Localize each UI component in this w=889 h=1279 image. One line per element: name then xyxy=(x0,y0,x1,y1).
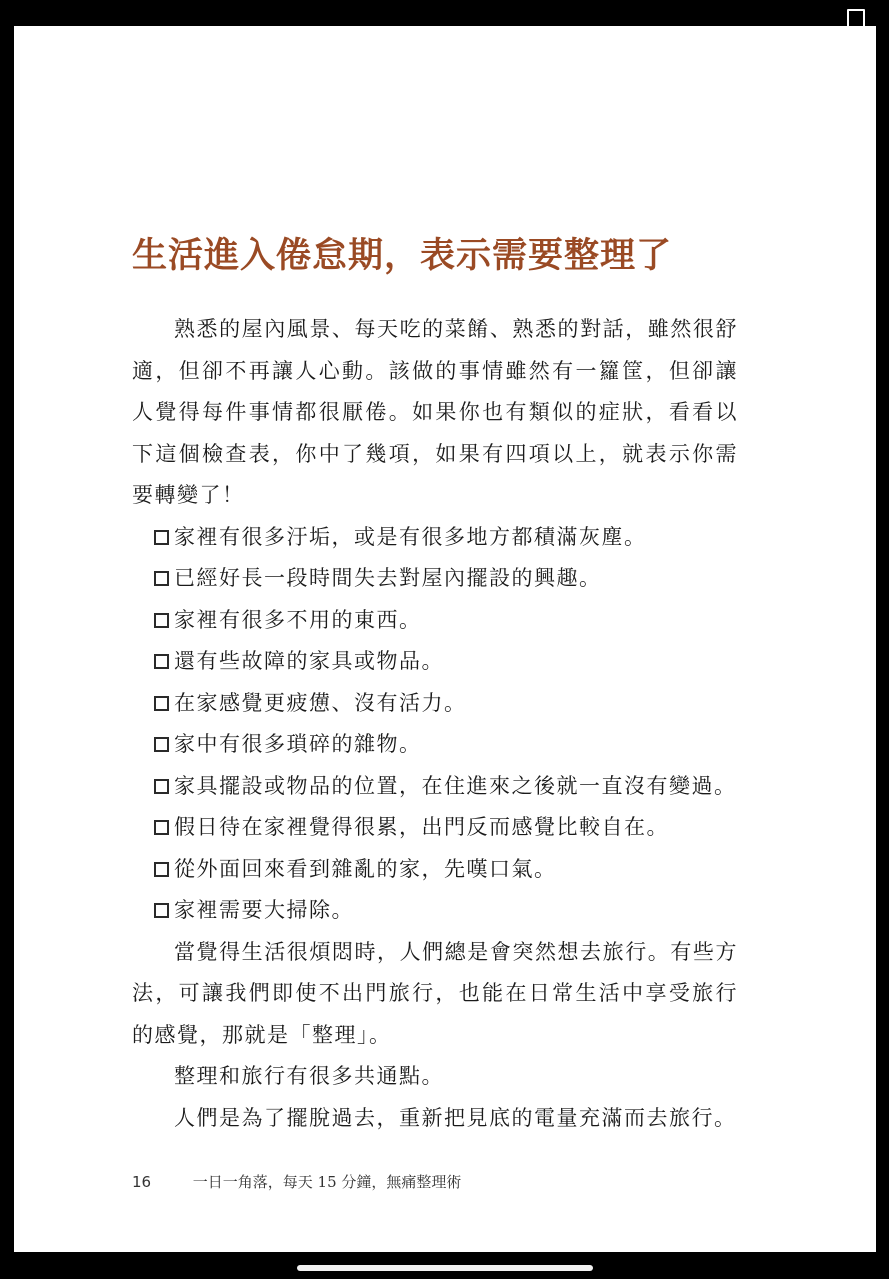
checklist-item xyxy=(132,558,738,600)
checklist-item xyxy=(132,724,738,766)
checklist-item xyxy=(132,890,738,932)
checklist-item xyxy=(132,517,738,559)
checklist-item-text: 已經好長一段時間失去對屋內擺設的興趣。 xyxy=(174,566,602,590)
checklist-item-text: 家裡有很多汙垢，或是有很多地方都積滿灰塵。 xyxy=(174,524,647,549)
checklist-item-text: 家中有很多瑣碎的雜物。 xyxy=(174,732,422,756)
checklist-item-text: 從外面回來看到雜亂的家，先嘆口氣。 xyxy=(174,856,557,881)
checklist-item-text: 還有些故障的家具或物品。 xyxy=(174,649,444,673)
checklist-item xyxy=(132,807,738,849)
home-indicator[interactable] xyxy=(297,1265,593,1271)
checklist-item xyxy=(132,766,738,808)
intro-paragraph: 熟悉的屋內風景、每天吃的菜餚、熟悉的對話，雖然很舒適，但卻不再讓人心動。該做的事情雖然有一籮筐，但卻讓人覺得每件事情都很厭倦。如果你也有類似的症狀，看看以下這個檢查表，你中了幾項，如果有四項以上，就表示你需要轉變了！ xyxy=(132,317,738,507)
reason-paragraph: 人們是為了擺脫過去，重新把見底的電量充滿而去旅行。 xyxy=(174,1105,737,1130)
bookmark-button[interactable] xyxy=(845,8,867,38)
checkbox-icon[interactable] xyxy=(154,613,169,628)
checkbox-icon[interactable] xyxy=(154,903,169,918)
page-number: 16 xyxy=(132,1173,152,1191)
book-page[interactable] xyxy=(14,26,876,1252)
checklist-item-text: 假日待在家裡覺得很累，出門反而感覺比較自在。 xyxy=(174,815,669,839)
checklist-item-text: 家裡有很多不用的東西。 xyxy=(174,607,422,632)
common-points-paragraph: 整理和旅行有很多共通點。 xyxy=(174,1064,444,1088)
bookmark-icon xyxy=(846,8,866,36)
checkbox-icon[interactable] xyxy=(154,654,169,669)
checklist-item xyxy=(132,641,738,683)
checklist-item xyxy=(132,849,738,891)
checkbox-icon[interactable] xyxy=(154,820,169,835)
travel-paragraph: 當覺得生活很煩悶時，人們總是會突然想去旅行。有些方法，可讓我們即使不出門旅行，也能在日常生活中享受旅行的感覺，那就是「整理」。 xyxy=(132,939,738,1047)
page-footer xyxy=(132,1171,461,1192)
checklist-item xyxy=(132,600,738,642)
checklist-item-text: 家裡需要大掃除。 xyxy=(174,898,354,922)
checkbox-icon[interactable] xyxy=(154,571,169,586)
checklist-item-text: 在家感覺更疲憊、沒有活力。 xyxy=(174,690,467,715)
section-heading: 生活進入倦怠期，表示需要整理了 xyxy=(132,235,673,276)
checkbox-icon[interactable] xyxy=(154,737,169,752)
checkbox-icon[interactable] xyxy=(154,862,169,877)
checklist-item xyxy=(132,683,738,725)
checkbox-icon[interactable] xyxy=(154,530,169,545)
checkbox-icon[interactable] xyxy=(154,779,169,794)
running-title: 一日一角落，每天 15 分鐘，無痛整理術 xyxy=(192,1173,462,1191)
checklist-item-text: 家具擺設或物品的位置，在住進來之後就一直沒有變過。 xyxy=(174,773,737,798)
symptom-checklist xyxy=(132,517,738,932)
page-body xyxy=(132,309,738,1139)
checkbox-icon[interactable] xyxy=(154,696,169,711)
